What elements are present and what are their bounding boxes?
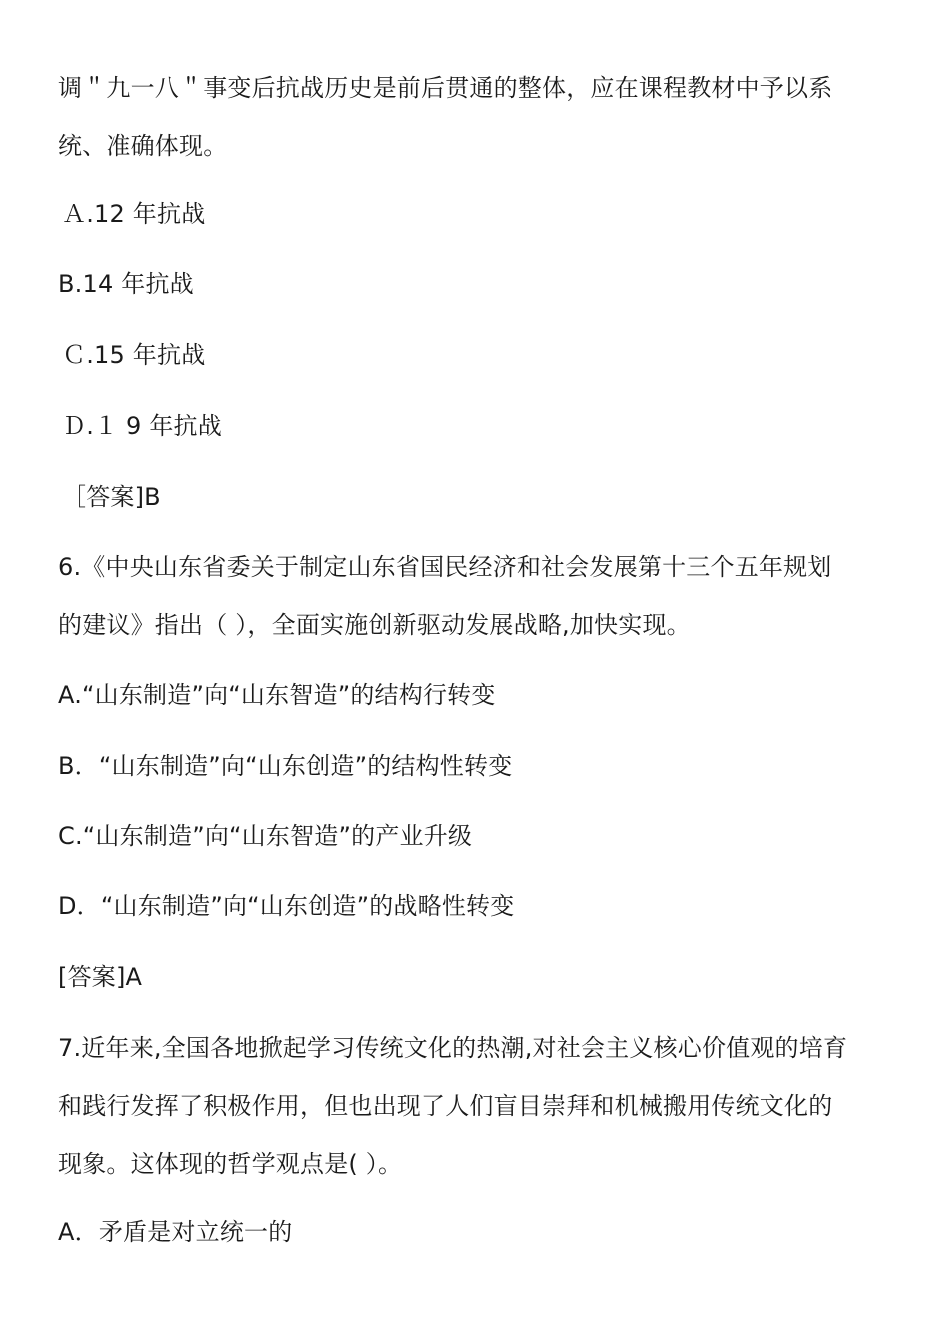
option-a: A．矛盾是对立统一的 bbox=[58, 1218, 293, 1246]
option-d: D．“山东制造”向“山东创造”的战略性转变 bbox=[58, 892, 515, 920]
answer-line: [答案]A bbox=[58, 963, 143, 991]
question-6-line-2: 的建议》指出（ ），全面实施创新驱动发展战略,加快实现。 bbox=[58, 611, 691, 639]
question-7-line-1: 7.近年来,全国各地掀起学习传统文化的热潮,对社会主义核心价值观的培育 bbox=[58, 1034, 848, 1062]
question-6-line-1: 6.《中央山东省委关于制定山东省国民经济和社会发展第十三个五年规划 bbox=[58, 553, 832, 581]
answer-line: ［答案]B bbox=[62, 483, 161, 511]
option-a: A.“山东制造”向“山东智造”的结构行转变 bbox=[58, 681, 496, 709]
option-b: B．“山东制造”向“山东创造”的结构性转变 bbox=[58, 752, 513, 780]
option-b: B.14 年抗战 bbox=[58, 270, 194, 298]
text-line: 调＂九一八＂事变后抗战历史是前后贯通的整体，应在课程教材中予以系 bbox=[58, 74, 833, 102]
question-7-line-2: 和践行发挥了积极作用，但也出现了人们盲目崇拜和机械搬用传统文化的 bbox=[58, 1092, 833, 1120]
option-a: Ａ.12 年抗战 bbox=[62, 200, 206, 228]
question-7-line-3: 现象。这体现的哲学观点是( ）。 bbox=[58, 1150, 403, 1178]
option-d: Ｄ.１ 9 年抗战 bbox=[62, 412, 222, 440]
text-line: 统、准确体现。 bbox=[58, 132, 228, 160]
option-c: Ｃ.15 年抗战 bbox=[62, 341, 206, 369]
option-c: C.“山东制造”向“山东智造”的产业升级 bbox=[58, 822, 473, 850]
